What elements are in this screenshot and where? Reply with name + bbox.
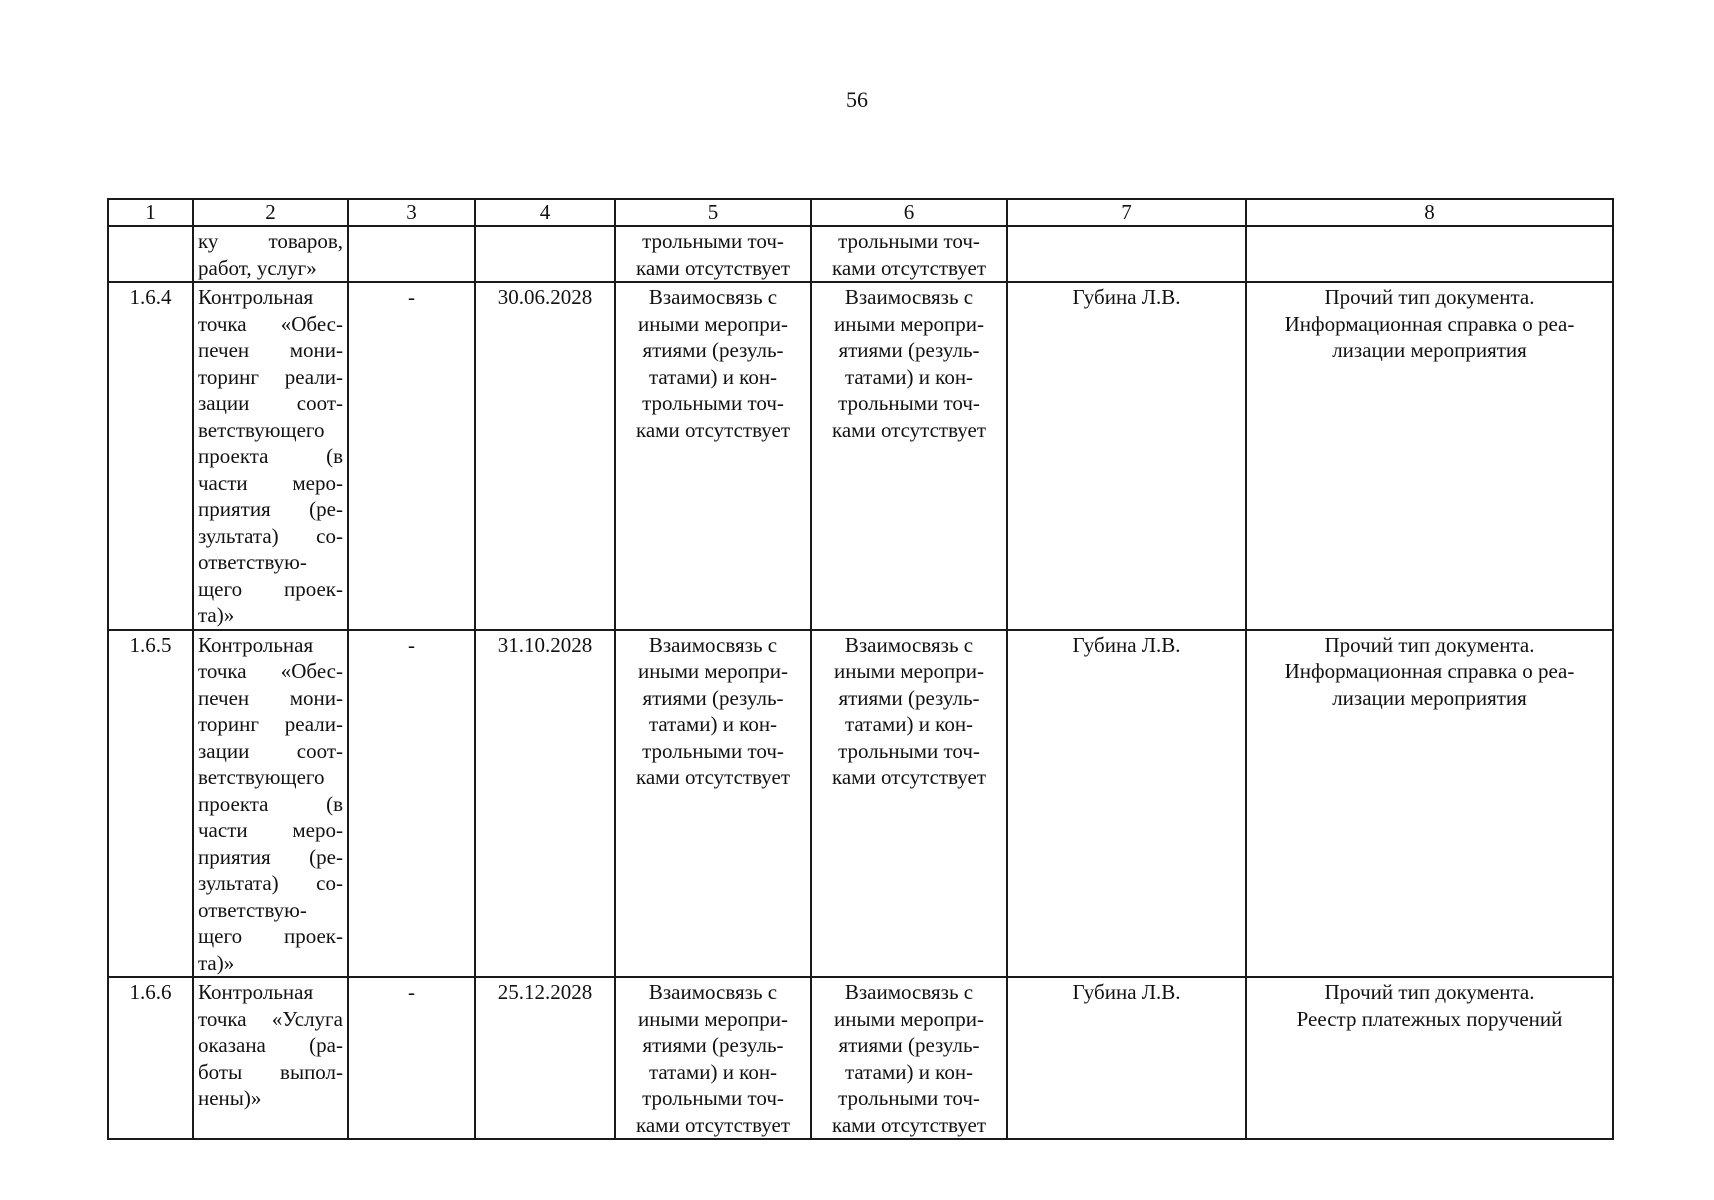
cell-line: работ, услуг» <box>198 255 317 280</box>
cell-line: татами) и кон- <box>844 712 974 736</box>
cell-line: лизации мероприятия <box>1332 338 1527 362</box>
cell-line: татами) и кон- <box>844 364 974 389</box>
cell-name <box>193 226 348 282</box>
cell-number: 1.6.6 <box>108 977 193 1139</box>
cell-document <box>1246 977 1613 1139</box>
cell-line: ятиями (резуль- <box>642 1033 784 1057</box>
cell-line: части меро- <box>198 818 343 842</box>
cell-line: зультата) со- <box>198 523 343 548</box>
cell-line: ятиями (резуль- <box>642 685 784 710</box>
cell-name <box>193 977 348 1139</box>
cell-line: трольными точ- <box>838 738 980 763</box>
cell-line: Взаимосвязь с <box>648 632 778 657</box>
cell-document <box>1246 282 1613 630</box>
cell-line: ку товаров, <box>198 229 343 253</box>
cell-document <box>1246 226 1613 282</box>
cell-line: иными меропри- <box>834 311 984 336</box>
cell-name <box>193 630 348 978</box>
cell-line: Контрольная <box>198 285 314 309</box>
column-header: 6 <box>811 199 1007 226</box>
cell-col3: - <box>348 282 475 630</box>
cell-line: печен мони- <box>198 685 343 710</box>
cell-line: проекта (в <box>198 444 343 468</box>
cell-col3: - <box>348 977 475 1139</box>
cell-line: боты выпол- <box>198 1059 343 1084</box>
cell-col5 <box>615 977 811 1139</box>
cell-line: иными меропри- <box>834 659 984 683</box>
table-row <box>108 282 1613 630</box>
cell-line: Взаимосвязь с <box>844 632 974 657</box>
cell-responsible: Губина Л.В. <box>1007 977 1246 1139</box>
cell-line: оказана (ра- <box>198 1033 343 1057</box>
cell-col6 <box>811 977 1007 1139</box>
cell-line: трольными точ- <box>642 1086 784 1110</box>
cell-line: Реестр платежных поручений <box>1296 1006 1563 1031</box>
cell-line: трольными точ- <box>838 229 980 253</box>
cell-line: иными меропри- <box>638 311 788 336</box>
cell-line: татами) и кон- <box>648 1059 778 1084</box>
cell-line: трольными точ- <box>642 229 784 253</box>
cell-line: иными меропри- <box>638 1006 788 1031</box>
cell-line: Взаимосвязь с <box>648 285 778 309</box>
cell-line: трольными точ- <box>642 391 784 415</box>
cell-line: торинг реали- <box>198 712 343 736</box>
cell-line: ветствующего <box>198 417 325 442</box>
cell-line: лизации мероприятия <box>1332 685 1527 710</box>
column-header: 4 <box>475 199 615 226</box>
cell-responsible: Губина Л.В. <box>1007 630 1246 978</box>
cell-line: щего проек- <box>198 924 343 948</box>
cell-col5 <box>615 282 811 630</box>
cell-line: Контрольная <box>198 632 314 657</box>
cell-line: татами) и кон- <box>648 364 778 389</box>
column-header: 3 <box>348 199 475 226</box>
cell-line: нены)» <box>198 1086 262 1110</box>
cell-number: 1.6.5 <box>108 630 193 978</box>
cell-line: Взаимосвязь с <box>648 980 778 1004</box>
cell-line: ответствую- <box>198 897 307 922</box>
cell-line: ответствую- <box>198 550 307 574</box>
cell-line: ятиями (резуль- <box>642 338 784 362</box>
cell-line: Взаимосвязь с <box>844 285 974 309</box>
cell-col3 <box>348 226 475 282</box>
cell-line: приятия (ре- <box>198 844 343 869</box>
cell-line: ками отсутствует <box>635 765 791 789</box>
cell-line: трольными точ- <box>838 1086 980 1110</box>
cell-line: приятия (ре- <box>198 497 343 521</box>
cell-date: 31.10.2028 <box>475 630 615 978</box>
cell-line: ками отсутствует <box>831 765 987 789</box>
cell-line: точка «Услуга <box>198 1006 343 1031</box>
cell-line: ками отсутствует <box>635 1112 791 1137</box>
cell-line: ветствующего <box>198 765 325 789</box>
column-header: 5 <box>615 199 811 226</box>
cell-line: ками отсутствует <box>635 255 791 280</box>
table-row <box>108 977 1613 1139</box>
cell-line: Взаимосвязь с <box>844 980 974 1004</box>
cell-line: точка «Обес- <box>198 311 343 336</box>
table-row <box>108 630 1613 978</box>
cell-number <box>108 226 193 282</box>
cell-line: иными меропри- <box>638 659 788 683</box>
column-header: 1 <box>108 199 193 226</box>
cell-col5 <box>615 630 811 978</box>
column-header: 8 <box>1246 199 1613 226</box>
page-number: 56 <box>846 87 868 112</box>
cell-line: зультата) со- <box>198 871 343 895</box>
cell-line: трольными точ- <box>838 391 980 415</box>
cell-line: Прочий тип документа. <box>1324 285 1535 309</box>
cell-date <box>475 226 615 282</box>
continuation-row <box>108 226 1613 282</box>
cell-line: татами) и кон- <box>648 712 778 736</box>
cell-line: ками отсутствует <box>831 1112 987 1137</box>
cell-col6 <box>811 226 1007 282</box>
cell-line: татами) и кон- <box>844 1059 974 1084</box>
cell-line: точка «Обес- <box>198 659 343 683</box>
cell-line: Прочий тип документа. <box>1324 632 1535 657</box>
cell-col5 <box>615 226 811 282</box>
column-header: 2 <box>193 199 348 226</box>
cell-col6 <box>811 630 1007 978</box>
header-row <box>108 199 1613 226</box>
cell-line: ятиями (резуль- <box>838 1033 980 1057</box>
cell-line: ками отсутствует <box>831 255 987 280</box>
cell-line: проекта (в <box>198 791 343 816</box>
cell-line: зации соот- <box>198 391 343 415</box>
plan-table <box>107 198 1614 1140</box>
cell-line: ками отсутствует <box>635 417 791 442</box>
cell-col3: - <box>348 630 475 978</box>
cell-line: иными меропри- <box>834 1006 984 1031</box>
cell-line: та)» <box>198 603 235 627</box>
cell-document <box>1246 630 1613 978</box>
cell-date: 30.06.2028 <box>475 282 615 630</box>
cell-line: ками отсутствует <box>831 417 987 442</box>
cell-line: Контрольная <box>198 980 314 1004</box>
cell-line: щего проек- <box>198 576 343 601</box>
cell-name <box>193 282 348 630</box>
cell-line: Информационная справка о реа- <box>1284 311 1575 336</box>
cell-line: печен мони- <box>198 338 343 362</box>
cell-date: 25.12.2028 <box>475 977 615 1139</box>
cell-line: ятиями (резуль- <box>838 338 980 362</box>
cell-responsible: Губина Л.В. <box>1007 282 1246 630</box>
cell-line: торинг реали- <box>198 364 343 389</box>
cell-line: ятиями (резуль- <box>838 685 980 710</box>
cell-line: зации соот- <box>198 738 343 763</box>
cell-line: части меро- <box>198 470 343 495</box>
cell-line: Прочий тип документа. <box>1324 980 1535 1004</box>
cell-responsible <box>1007 226 1246 282</box>
column-header: 7 <box>1007 199 1246 226</box>
cell-col6 <box>811 282 1007 630</box>
cell-line: трольными точ- <box>642 738 784 763</box>
cell-number: 1.6.4 <box>108 282 193 630</box>
cell-line: Информационная справка о реа- <box>1284 659 1575 683</box>
cell-line: та)» <box>198 950 235 975</box>
